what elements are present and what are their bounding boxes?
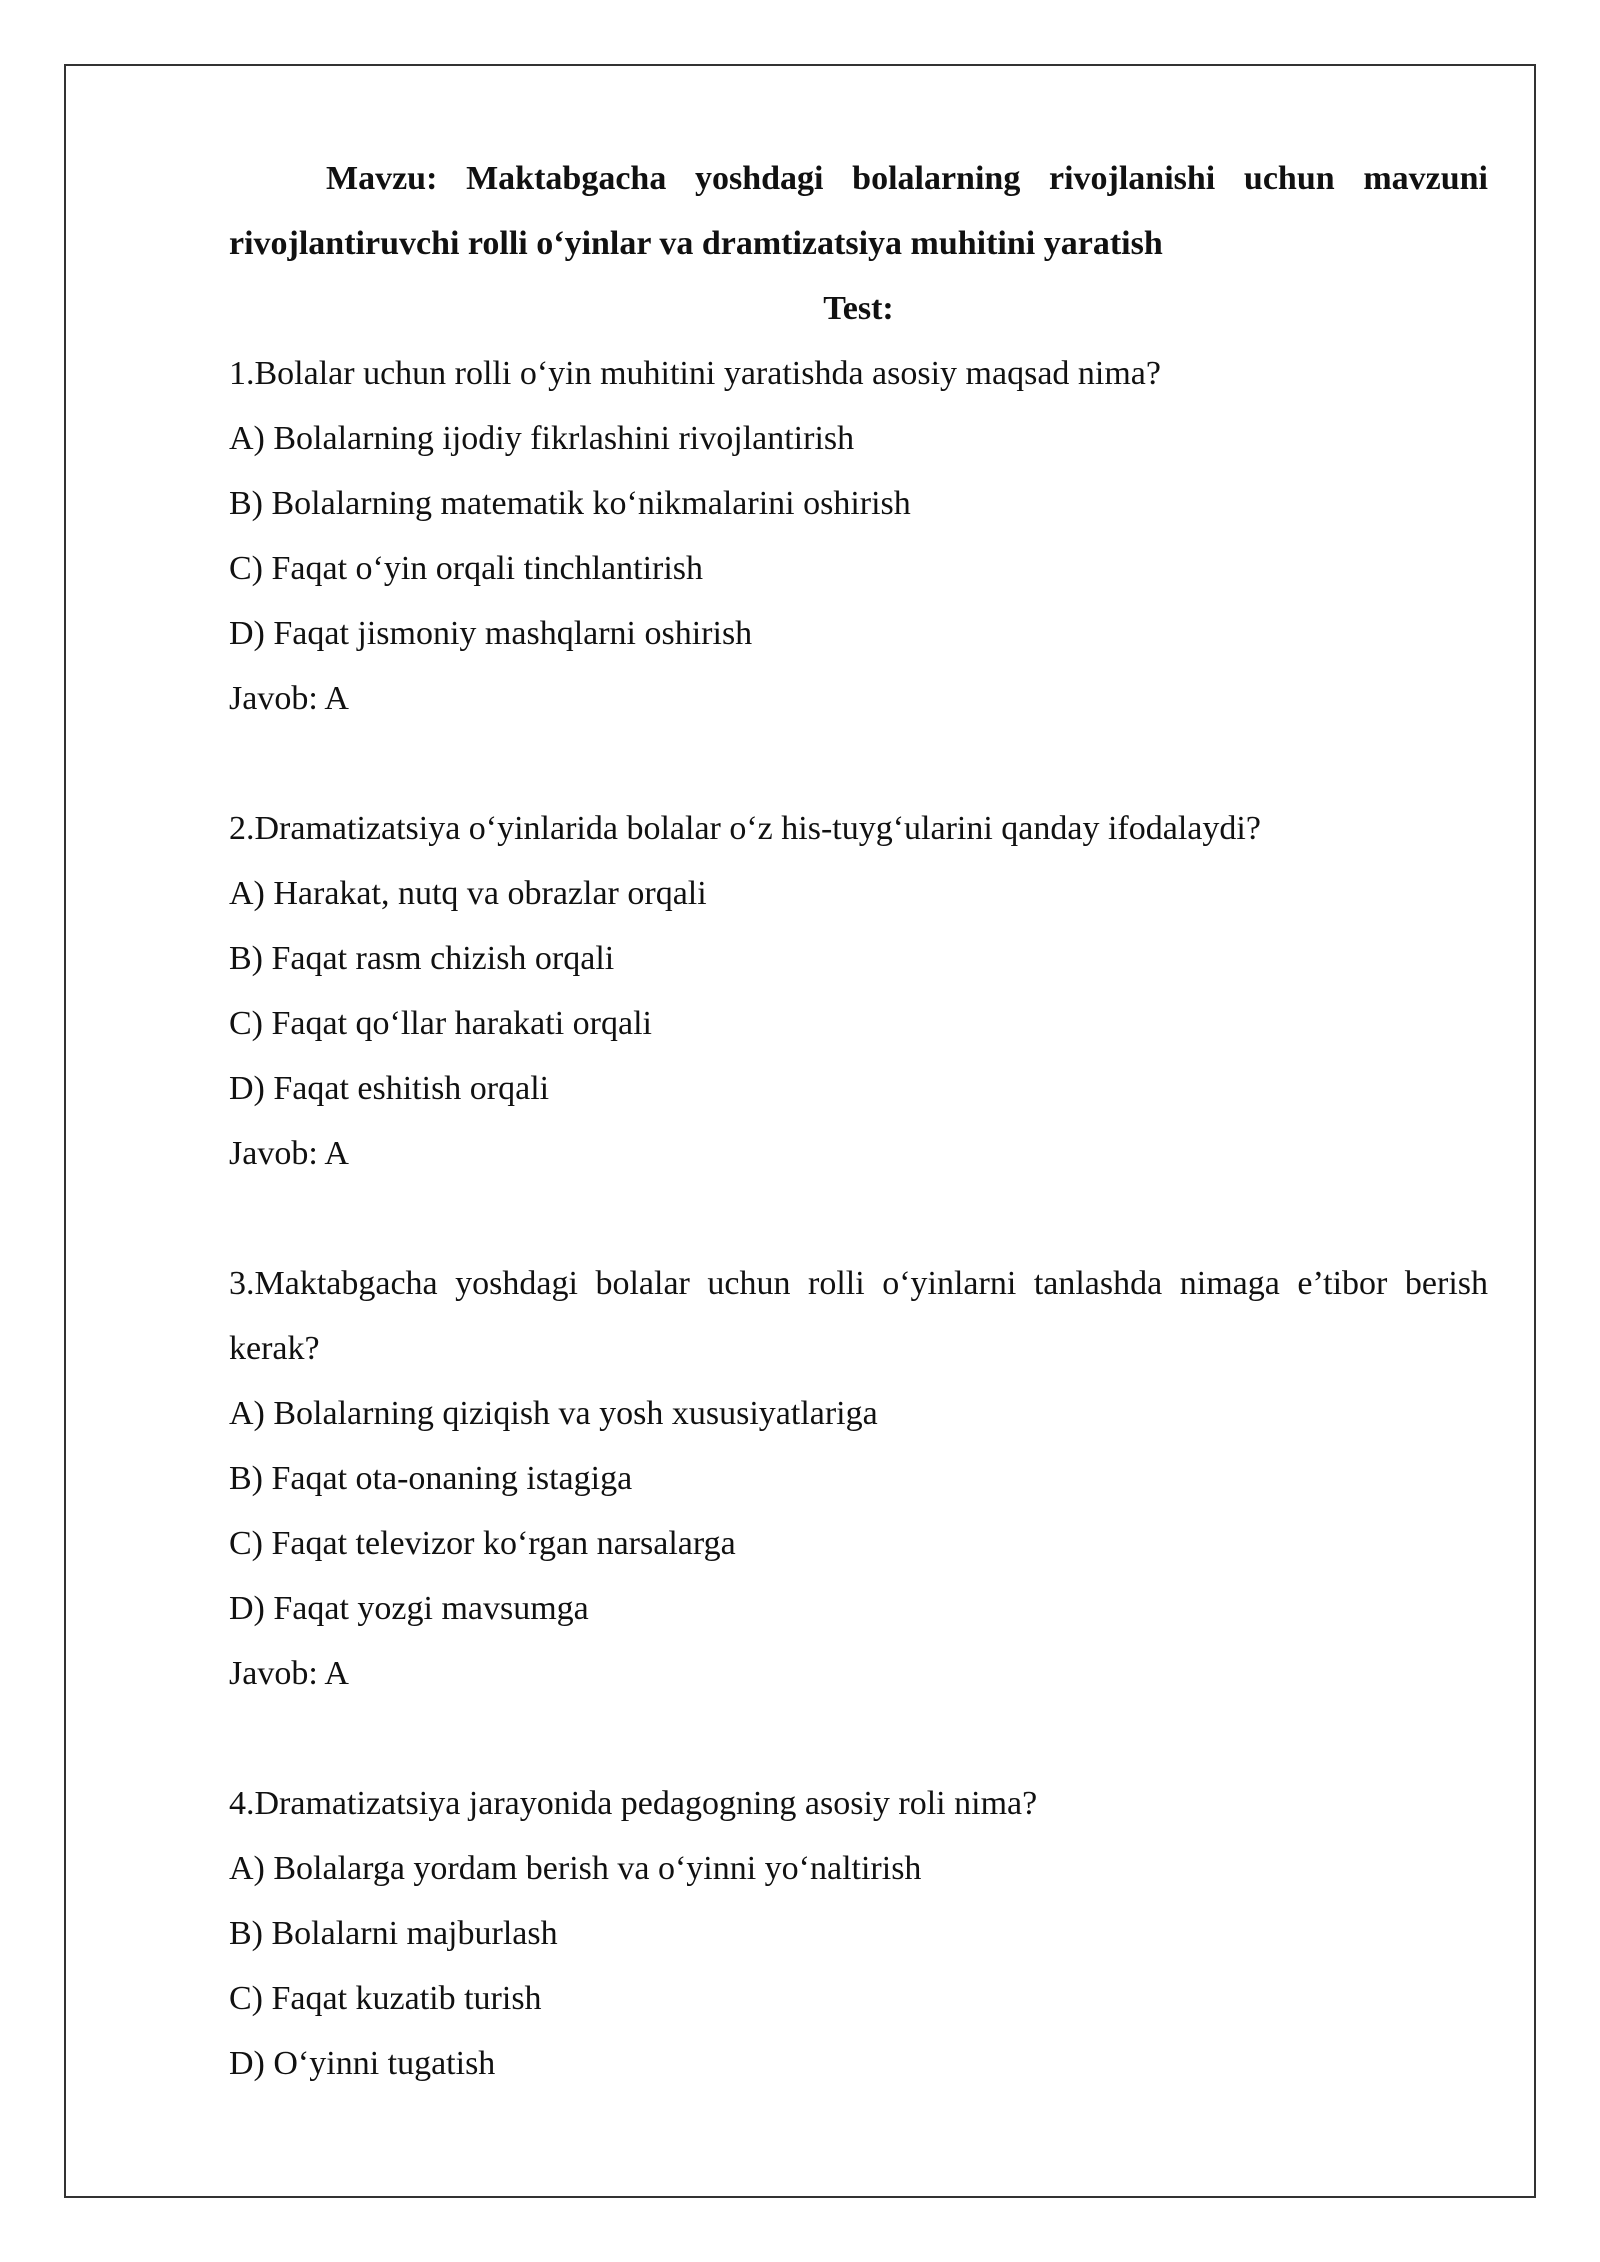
option-d: D) Faqat eshitish orqali: [229, 1070, 550, 1107]
option-a: A) Bolalarning ijodiy fikrlashini rivojlantirish: [229, 420, 855, 457]
question-text: 1.Bolalar uchun rolli o‘yin muhitini yaratishda asosiy maqsad nima?: [229, 355, 1161, 392]
option-b: B) Faqat ota-onaning istagiga: [229, 1460, 633, 1497]
option-d: D) Faqat yozgi mavsumga: [229, 1590, 589, 1627]
option-a: A) Bolalarning qiziqish va yosh xususiyatlariga: [229, 1395, 878, 1432]
answer-text: Javob: A: [229, 680, 349, 717]
option-b: B) Faqat rasm chizish orqali: [229, 940, 615, 977]
answer-text: Javob: A: [229, 1655, 349, 1692]
question-block-1: [229, 341, 1488, 731]
option-b: B) Bolalarning matematik ko‘nikmalarini oshirish: [229, 485, 911, 522]
spacer: [229, 1186, 1488, 1251]
question-block-2: [229, 796, 1488, 1186]
option-c: C) Faqat kuzatib turish: [229, 1980, 542, 2017]
option-c: C) Faqat qo‘llar harakati orqali: [229, 1005, 652, 1042]
spacer: [229, 731, 1488, 796]
question-text: 3.Maktabgacha yoshdagi bolalar uchun rolli o‘yinlarni tanlashda nimaga e’tibor berish kerak?: [229, 1265, 1488, 1367]
option-d: D) Faqat jismoniy mashqlarni oshirish: [229, 615, 753, 652]
answer-text: Javob: A: [229, 1135, 349, 1172]
option-a: A) Harakat, nutq va obrazlar orqali: [229, 875, 707, 912]
option-a: A) Bolalarga yordam berish va o‘yinni yo‘naltirish: [229, 1850, 922, 1887]
question-block-3: [229, 1251, 1488, 1706]
question-text: 2.Dramatizatsiya o‘yinlarida bolalar o‘z his-tuyg‘ularini qanday ifodalaydi?: [229, 810, 1261, 847]
question-block-4: [229, 1771, 1488, 2096]
option-d: D) O‘yinni tugatish: [229, 2045, 496, 2082]
document-body: [229, 146, 1488, 2096]
option-c: C) Faqat o‘yin orqali tinchlantirish: [229, 550, 704, 587]
document-title: Mavzu: Maktabgacha yoshdagi bolalarning rivojlanishi uchun mavzuni rivojlantiruvchi rolli o‘yinlar va dramtizatsiya muhitini yaratish: [229, 160, 1488, 262]
option-b: B) Bolalarni majburlash: [229, 1915, 558, 1952]
spacer: [229, 1706, 1488, 1771]
option-c: C) Faqat televizor ko‘rgan narsalarga: [229, 1525, 736, 1562]
test-heading: Test:: [823, 290, 894, 327]
question-text: 4.Dramatizatsiya jarayonida pedagogning asosiy roli nima?: [229, 1785, 1038, 1822]
